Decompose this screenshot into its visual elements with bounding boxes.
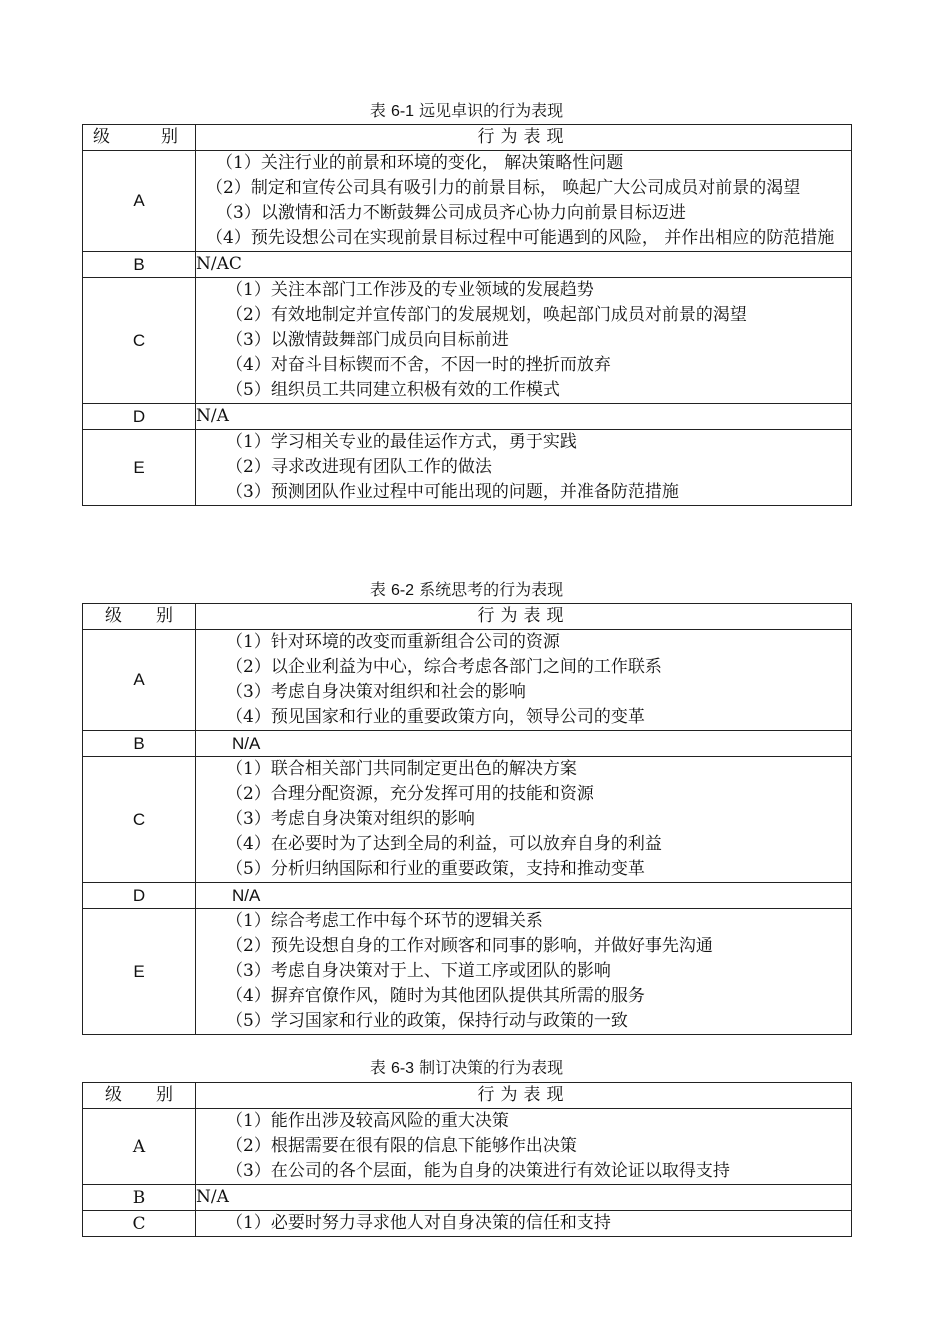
header-behavior: 行为表现 (196, 125, 852, 151)
level-cell: E (83, 909, 196, 1035)
level-cell: B (83, 1185, 196, 1211)
table-caption: 表 6-3 制订决策的行为表现 (369, 1058, 564, 1077)
behavior-cell (196, 757, 852, 883)
behavior-cell (196, 430, 852, 506)
table-row (83, 1109, 852, 1185)
behavior-item: （5）分析归纳国际和行业的重要政策，支持和推动变革 (226, 859, 645, 879)
table-row (83, 909, 852, 1035)
behavior-item: （4）摒弃官僚作风，随时为其他团队提供其所需的服务 (226, 986, 645, 1006)
table-row (83, 404, 852, 430)
table-row (83, 278, 852, 404)
table-caption: 表 6-2 系统思考的行为表现 (369, 580, 564, 599)
behavior-item: （2）有效地制定并宣传部门的发展规划，唤起部门成员对前景的渴望 (226, 305, 747, 325)
behavior-item: （2）寻求改进现有团队工作的做法 (226, 457, 492, 477)
level-cell: A (83, 151, 196, 252)
header-level: 级 别 (83, 1083, 196, 1109)
table-number: 6-2 (390, 582, 415, 599)
behavior-table-6-2 (82, 603, 852, 1035)
behavior-item: （3）考虑自身决策对组织的影响 (226, 809, 475, 829)
level-cell: D (83, 883, 196, 909)
behavior-cell (196, 1211, 852, 1237)
behavior-item: （4）在必要时为了达到全局的利益，可以放弃自身的利益 (226, 834, 662, 854)
behavior-cell (196, 909, 852, 1035)
na-cell: N/A (196, 731, 852, 757)
behavior-item: （1）能作出涉及较高风险的重大决策 (226, 1111, 509, 1131)
header-level: 级 别 (83, 125, 196, 151)
level-cell: C (83, 1211, 196, 1237)
na-cell: N/A (196, 1185, 852, 1211)
table-row (83, 883, 852, 909)
behavior-table-6-3 (82, 1082, 852, 1237)
table-row (83, 151, 852, 252)
behavior-item: （3）以激情鼓舞部门成员向目标前进 (226, 330, 509, 350)
level-cell: A (83, 1109, 196, 1185)
behavior-item: （3）考虑自身决策对组织和社会的影响 (226, 682, 526, 702)
behavior-item: （4）预见国家和行业的重要政策方向，领导公司的变革 (226, 707, 645, 727)
table-number: 6-3 (390, 1060, 415, 1077)
behavior-table-6-1 (82, 124, 852, 506)
table-header-row (83, 1083, 852, 1109)
behavior-item: （3）在公司的各个层面，能为自身的决策进行有效论证以取得支持 (226, 1161, 730, 1181)
behavior-cell (196, 278, 852, 404)
behavior-cell (196, 1109, 852, 1185)
behavior-item: （1）联合相关部门共同制定更出色的解决方案 (226, 759, 577, 779)
header-behavior: 行为表现 (196, 1083, 852, 1109)
behavior-item: （4）预先设想公司在实现前景目标过程中可能遇到的风险， 并作出相应的防范措施 (206, 228, 835, 248)
header-behavior: 行为表现 (196, 604, 852, 630)
behavior-item: （5）学习国家和行业的政策，保持行动与政策的一致 (226, 1011, 628, 1031)
na-cell: N/AC (196, 252, 852, 278)
level-cell: E (83, 430, 196, 506)
na-cell: N/A (196, 883, 852, 909)
behavior-item: （4）对奋斗目标锲而不舍，不因一时的挫折而放弃 (226, 355, 611, 375)
behavior-item: （2）根据需要在很有限的信息下能够作出决策 (226, 1136, 577, 1156)
behavior-item: （3）考虑自身决策对于上、下道工序或团队的影响 (226, 961, 611, 981)
behavior-cell (196, 151, 852, 252)
table-caption: 表 6-1 远见卓识的行为表现 (369, 101, 564, 120)
behavior-item: （1）学习相关专业的最佳运作方式，勇于实践 (226, 432, 577, 452)
behavior-item: （2）合理分配资源，充分发挥可用的技能和资源 (226, 784, 594, 804)
table-row (83, 252, 852, 278)
behavior-item: （2）制定和宣传公司具有吸引力的前景目标， 唤起广大公司成员对前景的渴望 (206, 178, 801, 198)
behavior-item: （1）针对环境的改变而重新组合公司的资源 (226, 632, 560, 652)
behavior-item: （3）以激情和活力不断鼓舞公司成员齐心协力向前景目标迈进 (216, 203, 686, 223)
behavior-item: （5）组织员工共同建立积极有效的工作模式 (226, 380, 560, 400)
table-row (83, 430, 852, 506)
behavior-item: （2）预先设想自身的工作对顾客和同事的影响，并做好事先沟通 (226, 936, 713, 956)
behavior-item: （3）预测团队作业过程中可能出现的问题，并准备防范措施 (226, 482, 679, 502)
behavior-item: （1）关注行业的前景和环境的变化， 解决策略性问题 (216, 153, 624, 173)
table-number: 6-1 (390, 103, 415, 120)
behavior-item: （1）综合考虑工作中每个环节的逻辑关系 (226, 911, 543, 931)
level-cell: B (83, 731, 196, 757)
header-level: 级 别 (83, 604, 196, 630)
level-cell: C (83, 278, 196, 404)
behavior-item: （1）关注本部门工作涉及的专业领域的发展趋势 (226, 280, 594, 300)
table-row (83, 1185, 852, 1211)
table-header-row (83, 125, 852, 151)
level-cell: C (83, 757, 196, 883)
table-row (83, 630, 852, 731)
behavior-cell (196, 630, 852, 731)
level-cell: D (83, 404, 196, 430)
na-cell: N/A (196, 404, 852, 430)
table-row (83, 1211, 852, 1237)
behavior-item: （1）必要时努力寻求他人对自身决策的信任和支持 (226, 1213, 611, 1233)
level-cell: B (83, 252, 196, 278)
table-row (83, 731, 852, 757)
table-row (83, 757, 852, 883)
level-cell: A (83, 630, 196, 731)
behavior-item: （2）以企业利益为中心，综合考虑各部门之间的工作联系 (226, 657, 662, 677)
table-header-row (83, 604, 852, 630)
